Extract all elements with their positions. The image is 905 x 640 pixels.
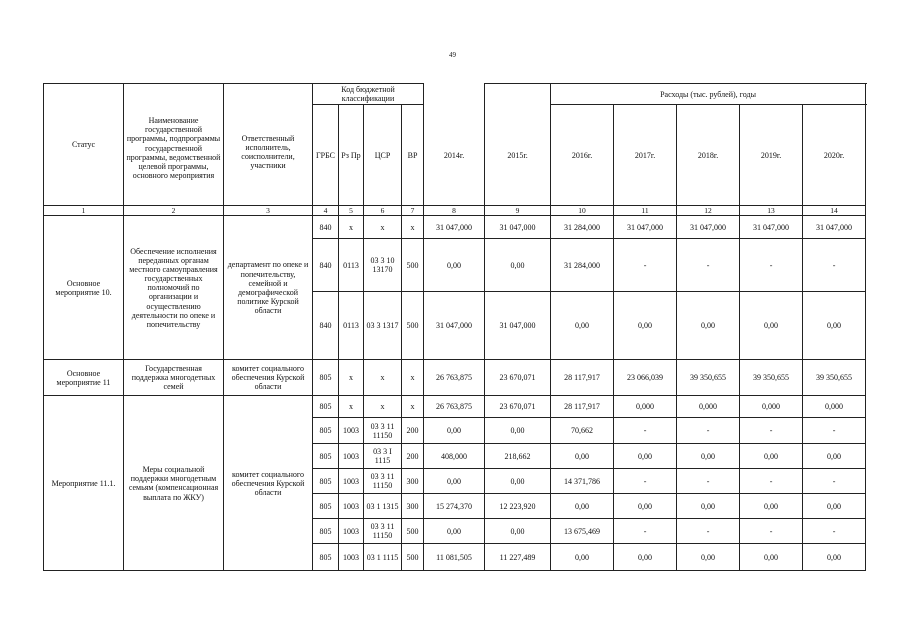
table-row [44,216,866,239]
csr-cell: 03 3 11 11150 [364,519,402,544]
csr-cell: 03 1 1315 [364,494,402,519]
amount-cell: 0,00 [424,239,485,292]
column-number: 4 [313,206,339,216]
amount-cell: 0,00 [551,544,614,571]
grbs-cell: 840 [313,239,339,292]
rzpr-cell: 1003 [339,519,364,544]
amount-cell: 31 047,000 [614,216,677,239]
vr-cell: 200 [402,418,424,444]
amount-cell: 0,00 [485,418,551,444]
amount-cell: 0,00 [485,239,551,292]
status-cell: Мероприятие 11.1. [44,396,124,571]
grbs-cell: 805 [313,418,339,444]
column-number: 8 [424,206,485,216]
amount-cell: - [614,469,677,494]
csr-cell: 03 3 11 11150 [364,469,402,494]
header-expenses: Расходы (тыс. рублей), годы [551,84,866,105]
amount-cell: 31 047,000 [677,216,740,239]
amount-cell: 39 350,655 [803,360,866,396]
column-number: 1 [44,206,124,216]
amount-cell: 31 047,000 [485,216,551,239]
amount-cell: 0,000 [803,396,866,418]
vr-cell: 200 [402,444,424,469]
amount-cell: - [803,519,866,544]
budget-table [43,83,866,571]
amount-cell: 14 371,786 [551,469,614,494]
rzpr-cell: 0113 [339,239,364,292]
amount-cell: 70,662 [551,418,614,444]
amount-cell: 0,00 [740,544,803,571]
grbs-cell: 805 [313,396,339,418]
rzpr-cell: х [339,396,364,418]
rzpr-cell: х [339,360,364,396]
column-number: 11 [614,206,677,216]
vr-cell: 300 [402,494,424,519]
rzpr-cell: 1003 [339,444,364,469]
grbs-cell: 805 [313,519,339,544]
column-number: 14 [803,206,866,216]
grbs-cell: 840 [313,216,339,239]
grbs-cell: 805 [313,360,339,396]
column-number: 7 [402,206,424,216]
amount-cell: 0,00 [614,494,677,519]
vr-cell: 500 [402,239,424,292]
header-year: 2017г. [614,105,677,206]
amount-cell: 11 227,489 [485,544,551,571]
amount-cell: - [614,418,677,444]
header-year: 2016г. [551,105,614,206]
amount-cell: 31 047,000 [803,216,866,239]
amount-cell: 28 117,917 [551,360,614,396]
amount-cell: - [677,239,740,292]
table-row [44,396,866,418]
amount-cell: 0,00 [740,444,803,469]
name-cell: Меры социальной поддержки многодетным семьям (компенсационная выплата по ЖКУ) [124,396,224,571]
vr-cell: х [402,396,424,418]
column-number: 10 [551,206,614,216]
grbs-cell: 805 [313,469,339,494]
amount-cell: 0,00 [551,444,614,469]
vr-cell: х [402,360,424,396]
amount-cell: - [677,418,740,444]
name-cell: Государственная поддержка многодетных семей [124,360,224,396]
amount-cell: - [677,519,740,544]
amount-cell: 31 047,000 [424,216,485,239]
amount-cell: 13 675,469 [551,519,614,544]
header-vr: ВР [402,105,424,206]
amount-cell: 0,00 [803,494,866,519]
executor-cell: комитет социального обеспечения Курской области [224,396,313,571]
column-number: 3 [224,206,313,216]
amount-cell: 0,00 [551,292,614,360]
amount-cell: 26 763,875 [424,360,485,396]
status-cell: Основное мероприятие 11 [44,360,124,396]
amount-cell: 0,00 [614,444,677,469]
amount-cell: - [803,469,866,494]
amount-cell: 0,00 [424,418,485,444]
grbs-cell: 840 [313,292,339,360]
table-body [44,216,866,571]
vr-cell: х [402,216,424,239]
column-number: 2 [124,206,224,216]
amount-cell: 31 284,000 [551,216,614,239]
rzpr-cell: 1003 [339,494,364,519]
csr-cell: 03 3 11 11150 [364,418,402,444]
amount-cell: 0,00 [677,494,740,519]
column-number: 5 [339,206,364,216]
header-year: 2015г. [485,105,551,206]
amount-cell: 31 047,000 [740,216,803,239]
csr-cell: 03 3 I 1115 [364,444,402,469]
amount-cell: - [803,239,866,292]
rzpr-cell: х [339,216,364,239]
amount-cell: 23 670,071 [485,396,551,418]
amount-cell: 0,00 [485,469,551,494]
amount-cell: 0,00 [614,292,677,360]
header-row-1 [44,84,866,105]
amount-cell: 11 081,505 [424,544,485,571]
amount-cell: 15 274,370 [424,494,485,519]
csr-cell: х [364,396,402,418]
header-year: 2014г. [424,105,485,206]
grbs-cell: 805 [313,494,339,519]
amount-cell: 39 350,655 [677,360,740,396]
column-numbers-row [44,206,866,216]
header-status: Статус [44,84,124,206]
amount-cell: - [740,239,803,292]
name-cell: Обеспечение исполнения переданных органам местного самоуправления государственных полномочий по организации и осуществлению деятельности по опеке и попечительству [124,216,224,360]
amount-cell: 28 117,917 [551,396,614,418]
amount-cell: 0,00 [677,292,740,360]
rzpr-cell: 1003 [339,418,364,444]
header-budget-code: Код бюджетной классификации [313,84,424,105]
column-number: 6 [364,206,402,216]
vr-cell: 500 [402,292,424,360]
grbs-cell: 805 [313,544,339,571]
amount-cell: 0,00 [551,494,614,519]
csr-cell: 03 1 1115 [364,544,402,571]
amount-cell: 0,00 [740,494,803,519]
amount-cell: 23 670,071 [485,360,551,396]
amount-cell: 0,00 [614,544,677,571]
page-number: 49 [449,51,456,59]
amount-cell: 408,000 [424,444,485,469]
column-number: 9 [485,206,551,216]
amount-cell: - [740,469,803,494]
amount-cell: 0,00 [803,292,866,360]
amount-cell: 218,662 [485,444,551,469]
rzpr-cell: 0113 [339,292,364,360]
amount-cell: 31 047,000 [485,292,551,360]
amount-cell: 0,000 [677,396,740,418]
csr-cell: х [364,216,402,239]
amount-cell: - [614,239,677,292]
executor-cell: комитет социального обеспечения Курской области [224,360,313,396]
rzpr-cell: 1003 [339,469,364,494]
header-spacer-2014 [424,84,485,105]
vr-cell: 500 [402,519,424,544]
vr-cell: 300 [402,469,424,494]
amount-cell: 26 763,875 [424,396,485,418]
amount-cell: 0,00 [424,519,485,544]
amount-cell: 39 350,655 [740,360,803,396]
header-csr: ЦСР [364,105,402,206]
grbs-cell: 805 [313,444,339,469]
header-grbs: ГРБС [313,105,339,206]
amount-cell: 31 284,000 [551,239,614,292]
header-rzpr: Рз Пр [339,105,364,206]
amount-cell: 0,000 [614,396,677,418]
rzpr-cell: 1003 [339,544,364,571]
column-number: 12 [677,206,740,216]
amount-cell: - [677,469,740,494]
amount-cell: - [740,418,803,444]
amount-cell: 0,00 [677,544,740,571]
amount-cell: 0,00 [803,544,866,571]
vr-cell: 500 [402,544,424,571]
amount-cell: 0,000 [740,396,803,418]
amount-cell: 0,00 [740,292,803,360]
header-spacer-2015 [485,84,551,105]
table-row [44,360,866,396]
amount-cell: 23 066,039 [614,360,677,396]
header-year: 2019г. [740,105,803,206]
amount-cell: 12 223,920 [485,494,551,519]
status-cell: Основное мероприятие 10. [44,216,124,360]
executor-cell: департамент по опеке и попечительству, семейной и демографической политике Курской области [224,216,313,360]
amount-cell: 0,00 [677,444,740,469]
amount-cell: - [803,418,866,444]
amount-cell: 0,00 [424,469,485,494]
csr-cell: 03 3 10 13170 [364,239,402,292]
amount-cell: 0,00 [485,519,551,544]
header-year: 2018г. [677,105,740,206]
amount-cell: - [614,519,677,544]
header-executor: Ответственный исполнитель, соисполнители, участники [224,84,313,206]
column-number: 13 [740,206,803,216]
csr-cell: 03 3 1317 [364,292,402,360]
amount-cell: - [740,519,803,544]
header-name: Наименование государственной программы, подпрограммы государственной программы, ведомственной целевой программы, основного мероприятия [124,84,224,206]
header-year: 2020г. [803,105,866,206]
amount-cell: 31 047,000 [424,292,485,360]
csr-cell: х [364,360,402,396]
amount-cell: 0,00 [803,444,866,469]
